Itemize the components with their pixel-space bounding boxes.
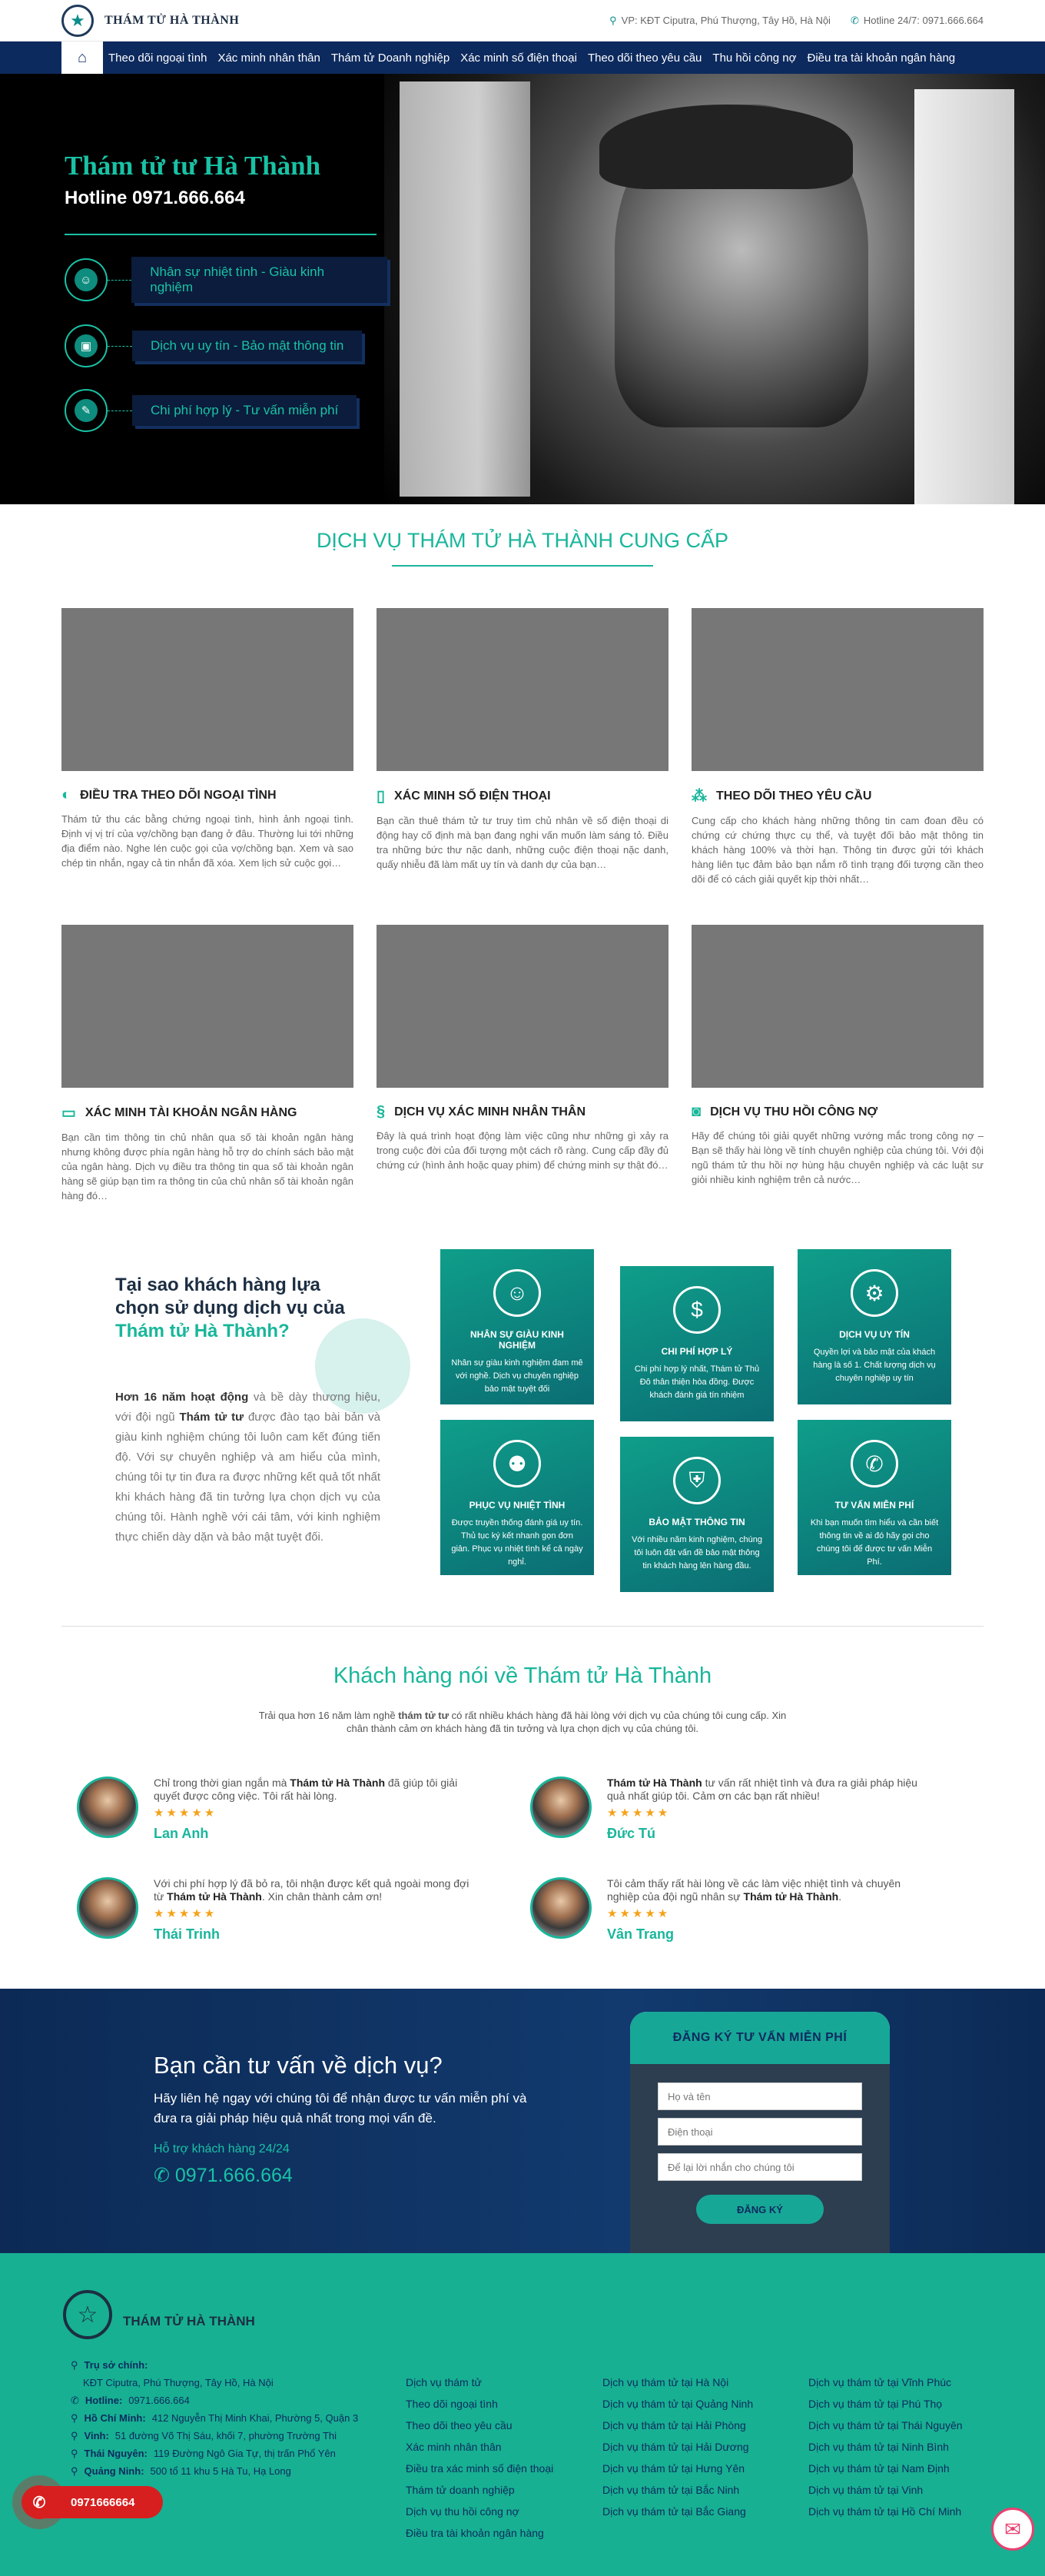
submit-button[interactable]: ĐĂNG KÝ (696, 2195, 824, 2224)
service-title[interactable]: DỊCH VỤ THU HỒI CÔNG NỢ (710, 1105, 878, 1118)
phone-icon: ✆ (154, 2165, 175, 2186)
hero-feature-label: Chi phí hợp lý - Tư vấn miễn phí (132, 395, 357, 426)
testimonial (77, 1877, 476, 1943)
service-desc: Bạn cần thuê thám tử tư truy tìm chủ nhân về số điện thoại di động hay cố định mà bạn đang nghi vấn muốn làm sáng tỏ. Điều tra những bức thư nặc danh, những cuộc điện thoại nặc danh, quấy nhiễu đã làm mất uy tín và danh dự của bạn… (377, 815, 668, 870)
footer-link[interactable]: Dịch vụ thám tử tại Hải Phòng (602, 2419, 746, 2431)
service-desc: Bạn cần tìm thông tin chủ nhân qua số tài khoản ngân hàng nhưng không được phía ngân hàng hỗ trợ do chính sách bảo mật của ngân hàng. Dịch vụ điều tra thông tin qua số tài khoản ngân hàng sẽ giúp bạn tìm ra thông tin của chủ nhân số tài khoản ngân hàng đó… (61, 1132, 353, 1202)
footer-link[interactable]: Dịch vụ thám tử tại Hưng Yên (602, 2462, 745, 2475)
why-card: $ CHI PHÍ HỢP LÝ Chi phí hợp lý nhất, Thám tử Thủ Đô thân thiện hòa đồng. Được khách đánh giá tín nhiệm (620, 1266, 774, 1421)
nav-item-cong-no[interactable]: Thu hồi công nợ (712, 51, 797, 65)
testimonial (530, 1877, 930, 1943)
hero-feature (65, 324, 387, 367)
why-card: ✆ TƯ VẤN MIỄN PHÍ Khi bạn muốn tìm hiểu và cần biết thông tin về ai đó hãy gọi cho chúng tôi để được tư vấn Miễn Phí. (798, 1420, 951, 1575)
footer-link[interactable]: Dịch vụ thám tử tại Vĩnh Phúc (808, 2376, 952, 2388)
consult-section (0, 1989, 1045, 2253)
header-address: ⚲ VP: KĐT Ciputra, Phú Thượng, Tây Hồ, Hà Nội (609, 15, 831, 26)
testimonial-name: Vân Trang (607, 1926, 675, 1942)
nav-item-ngoai-tinh[interactable]: Theo dõi ngoại tình (108, 51, 207, 65)
messenger-icon[interactable]: ✉ (991, 2508, 1034, 2551)
message-input[interactable]: Để lại lời nhắn cho chúng tôi (658, 2153, 862, 2181)
hq-address: KĐT Ciputra, Phú Thượng, Tây Hồ, Hà Nội (83, 2377, 274, 2388)
service-title[interactable]: XÁC MINH TÀI KHOẢN NGÂN HÀNG (85, 1105, 297, 1119)
network-icon: ⁂ (692, 788, 707, 805)
service-card[interactable] (692, 608, 984, 886)
form-title: ĐĂNG KÝ TƯ VẤN MIỄN PHÍ (630, 2012, 890, 2064)
service-card[interactable] (61, 925, 353, 1203)
footer (0, 2253, 1045, 2576)
nav-item-doanh-nghiep[interactable]: Thám tử Doanh nghiệp (330, 51, 450, 65)
nav-item-so-dien-thoai[interactable]: Xác minh số điện thoại (460, 51, 577, 65)
logo-star-icon: ☆ (63, 2290, 112, 2339)
floating-call-button[interactable]: ✆ 0971666664 (22, 2486, 163, 2518)
gear-icon: ⚙ (851, 1269, 898, 1317)
service-title[interactable]: XÁC MINH SỐ ĐIỆN THOẠI (394, 789, 551, 803)
credit-card-icon: ▭ (61, 1105, 76, 1122)
why-card: ⚙ DỊCH VỤ UY TÍN Quyền lợi và bảo mật của khách hàng là số 1. Chất lượng dịch vụ chuyên nghiệp uy tín (798, 1249, 951, 1404)
globe-icon: ◐ (61, 786, 71, 803)
footer-link[interactable]: Dịch vụ thám tử tại Phú Thọ (808, 2398, 943, 2410)
testimonial-text: Thám tử Hà Thành tư vấn rất nhiệt tình và đưa ra giải pháp hiệu quả nhất giúp tôi. Cảm ơn các bạn rất nhiều! (607, 1777, 917, 1802)
footer-link[interactable]: Theo dõi theo yêu cầu (406, 2419, 513, 2431)
site-logo[interactable] (61, 5, 239, 37)
avatar (530, 1777, 592, 1838)
consult-desc: Hãy liên hệ ngay với chúng tôi để nhận được tư vấn miễn phí và đưa ra giải pháp hiệu quả nhất trong mọi vấn đề. (154, 2091, 527, 2126)
footer-link[interactable]: Thám tử doanh nghiệp (406, 2484, 515, 2496)
nav-item-ngan-hang[interactable]: Điều tra tài khoản ngân hàng (807, 51, 956, 65)
footer-link[interactable]: Dịch vụ thám tử tại Quảng Ninh (602, 2398, 754, 2410)
service-image[interactable] (377, 925, 668, 1088)
staff-icon: ☺ (75, 268, 98, 291)
avatar (530, 1877, 592, 1939)
id-card-icon: ▣ (75, 334, 98, 357)
money-icon: ◙ (692, 1103, 702, 1120)
footer-link[interactable]: Điều tra tài khoản ngân hàng (406, 2527, 544, 2539)
service-image[interactable] (61, 925, 353, 1088)
hero-title: Thám tử tư Hà Thành (65, 151, 321, 181)
service-card[interactable] (377, 608, 668, 886)
rating-stars: ★★★★★ (607, 1907, 671, 1920)
document-icon: ✎ (75, 399, 98, 422)
hero-divider (65, 234, 377, 235)
why-card: ⛨ BẢO MẬT THÔNG TIN Với nhiều năm kinh nghiệm, chúng tôi luôn đặt vấn đề bảo mật thông tin khách hàng lên hàng đầu. (620, 1437, 774, 1592)
services-title: DỊCH VỤ THÁM TỬ HÀ THÀNH CUNG CẤP (316, 529, 729, 552)
footer-link[interactable]: Dịch vụ thám tử tại Vinh (808, 2484, 924, 2496)
testimonial-text: Với chi phí hợp lý đã bỏ ra, tôi nhận được kết quả ngoài mong đợi từ Thám tử Hà Thành. Xin chân thành cảm ơn! (154, 1877, 469, 1903)
rating-stars: ★★★★★ (607, 1807, 671, 1820)
footer-services-links (406, 2372, 553, 2544)
section-divider (61, 1626, 984, 1627)
testimonial-name: Thái Trinh (154, 1926, 221, 1942)
logo-text: THÁM TỬ HÀ THÀNH (104, 14, 240, 27)
footer-link[interactable]: Theo dõi ngoại tình (406, 2398, 498, 2410)
why-desc: Hơn 16 năm hoạt động và bề dày thương hiệu, với đội ngũ Thám tử tư được đào tạo bài bản và giàu kinh nghiệm chúng tôi luôn cam kết đúng tiến độ. Với sự chuyên nghiệp và am hiểu của mình, chúng tôi tự tin đưa ra được những kết quả tốt nhất khi khách hàng đã tin tưởng lựa chọn dịch vụ của chúng tôi. Hành nghề với cái tâm, với kinh nghiệm thực chiến dày dặn và bảo mật tuyệt đối. (115, 1391, 381, 1544)
services-divider (392, 565, 653, 567)
header-hotline[interactable]: ✆ Hotline 24/7: 0971.666.664 (850, 15, 984, 26)
shield-icon: ⛨ (673, 1457, 721, 1504)
testimonial (77, 1777, 476, 1842)
phone-icon: ▯ (377, 788, 386, 805)
why-card: ☺ NHÂN SỰ GIÀU KINH NGHIỆM Nhân sự giàu kinh nghiệm đam mê với nghề. Dịch vụ chuyên nghiệp bảo mật tuyệt đối (440, 1249, 594, 1404)
footer-link[interactable]: Dịch vụ thám tử tại Nam Định (808, 2462, 950, 2475)
user-icon: ☺ (493, 1269, 541, 1317)
dollar-icon: $ (673, 1286, 721, 1334)
footer-link[interactable]: Dịch vụ thu hồi công nợ (406, 2505, 519, 2518)
footer-link[interactable]: Điều tra xác minh số điện thoại (406, 2462, 554, 2475)
logo-star-icon: ★ (61, 5, 94, 37)
service-desc: Thám tử thu các bằng chứng ngoại tình, hình ảnh ngoại tình. Định vị vị trí của vợ/chồng bạn đang ở đâu. Thường lui tới những địa điểm nào. Nghe lén cuộc gọi của vợ/chồng bạn. Xem và sao chép tin nhắn, ngay cả tin nhắn đã xóa. Xem lịch sử cuộc gọi… (61, 813, 353, 869)
phone-icon: ✆ (71, 2395, 79, 2406)
testimonial-text: Tôi cảm thấy rất hài lòng về các làm việc nhiệt tình và chuyên nghiệp của đội ngũ nhân sự Thám tử Hà Thành. (607, 1877, 901, 1903)
fingerprint-icon: § (377, 1103, 386, 1120)
nav-item-nhan-than[interactable]: Xác minh nhân thân (217, 51, 320, 65)
footer-link[interactable]: Dịch vụ thám tử tại Ninh Bình (808, 2441, 949, 2453)
phone-icon: ✆ (22, 2485, 56, 2519)
phone-icon: ✆ (850, 15, 859, 26)
hero-banner (0, 74, 1045, 504)
service-image[interactable] (692, 608, 984, 771)
rating-stars: ★★★★★ (154, 1907, 217, 1920)
consult-form (630, 2012, 890, 2253)
service-image[interactable] (61, 608, 353, 771)
hero-feature-label: Dịch vụ uy tín - Bảo mật thông tin (132, 331, 362, 361)
footer-region-links (808, 2372, 963, 2522)
home-icon[interactable]: ⌂ (61, 42, 103, 74)
footer-link[interactable]: Dịch vụ thám tử (406, 2376, 482, 2388)
location-pin-icon: ⚲ (71, 2359, 78, 2371)
testimonials-subtitle: Trải qua hơn 16 năm làm nghề thám tử tư có rất nhiều khách hàng đã hài lòng với dịch vụ của chúng tôi cung cấp. Xin chân thành cảm ơn khách hàng đã tin tưởng và lựa chọn dịch vụ của chúng tôi. (258, 1710, 787, 1734)
hero-feature-label: Nhân sự nhiệt tình - Giàu kinh nghiệm (131, 257, 387, 303)
service-title[interactable]: ĐIỀU TRA THEO DÕI NGOẠI TÌNH (80, 788, 277, 802)
nav-item-theo-yeu-cau[interactable]: Theo dõi theo yêu cầu (587, 51, 702, 65)
location-pin-icon: ⚲ (609, 15, 617, 26)
footer-region-links (602, 2372, 753, 2522)
testimonial-text: Chỉ trong thời gian ngắn mà Thám tử Hà Thành đã giúp tôi giải quyết được công việc. Tôi rất hài lòng. (154, 1777, 458, 1802)
service-card[interactable] (377, 925, 668, 1203)
support-label: Hỗ trợ khách hàng 24/24 (154, 2142, 290, 2156)
footer-link[interactable]: Dịch vụ thám tử tại Bắc Ninh (602, 2484, 740, 2496)
footer-link[interactable]: Dịch vụ thám tử tại Thái Nguyên (808, 2419, 963, 2431)
footer-link[interactable]: Dịch vụ thám tử tại Bắc Giang (602, 2505, 746, 2518)
testimonial-name: Lan Anh (154, 1826, 209, 1841)
phone-input[interactable]: Điện thoại (658, 2118, 862, 2146)
service-desc: Cung cấp cho khách hàng những thông tin cam đoan đều có chứng cứ chứng thực cụ thể, và tuyệt đối bảo mật thông tin khách hàng 100% và thời hạn. Thông tin được gửi tới khách hàng liên tục đảm bảo bạn nắm rõ tình trạng đối tượng cần theo dõi để có cách giải quyết kịp thời nhất… (692, 815, 984, 885)
location-pin-icon: ⚲ (71, 2412, 78, 2424)
location-pin-icon: ⚲ (71, 2448, 78, 2459)
hero-feature (65, 389, 387, 432)
why-title: Tại sao khách hàng lựa chọn sử dụng dịch vụ của Thám tử Hà Thành? (115, 1275, 345, 1341)
name-input[interactable]: Họ và tên (658, 2082, 862, 2110)
testimonial-name: Đức Tú (607, 1826, 656, 1841)
top-bar (0, 0, 1045, 42)
hero-hotline: Hotline 0971.666.664 (65, 188, 245, 208)
footer-link[interactable]: Dịch vụ thám tử tại Hải Dương (602, 2441, 749, 2453)
service-card[interactable] (61, 608, 353, 886)
footer-contact: ⚲ Trụ sở chính: KĐT Ciputra, Phú Thượng, Tây Hồ, Hà Nội ✆ Hotline: 0971.666.664 ⚲ Hồ Chí Minh: 412 Nguyễn Thị Minh Khai, Phường 5, Quận 3 ⚲ Vinh: 51 đường Võ Thị Sáu, khối 7, phường Trường Thi ⚲ Thái Nguyên: 119 Đường Ngô Gia Tự, thị trấn Phổ Yên ⚲ Quảng Ninh: 500 tổ 11 khu 5 Hà Tu, Hạ Long (71, 2358, 393, 2481)
main-nav (0, 42, 1045, 74)
testimonial (530, 1777, 930, 1842)
why-choose-section (61, 1249, 984, 1612)
hero-detective-photo (384, 74, 1045, 504)
phone-icon: ✆ (851, 1440, 898, 1487)
why-card: ⚉ PHỤC VỤ NHIỆT TÌNH Được truyền thống đánh giá uy tín. Thủ tục ký kết nhanh gọn đơn giản. Phục vụ nhiệt tình kể cả ngày nghỉ. (440, 1420, 594, 1575)
footer-link[interactable]: Dịch vụ thám tử tại Hà Nội (602, 2376, 729, 2388)
hero-feature (65, 257, 387, 303)
service-title[interactable]: THEO DÕI THEO YÊU CẦU (716, 789, 872, 803)
footer-link[interactable]: Xác minh nhân thân (406, 2441, 502, 2453)
footer-link[interactable]: Dịch vụ thám tử tại Hồ Chí Minh (808, 2505, 962, 2518)
rating-stars: ★★★★★ (154, 1807, 217, 1820)
service-desc: Hãy để chúng tôi giải quyết những vướng mắc trong công nợ – Bạn sẽ thấy hài lòng về tính chuyên nghiệp của chúng tôi. Với đội ngũ thám tử thu hồi nợ hùng hậu chuyên nghiệp và các luật sư giỏi nhiều kinh nghiệm trên cả nước… (692, 1130, 984, 1185)
service-image[interactable] (692, 925, 984, 1088)
consult-title: Bạn cần tư vấn về dịch vụ? (154, 2052, 443, 2079)
avatar (77, 1777, 138, 1838)
users-icon: ⚉ (493, 1440, 541, 1487)
service-desc: Đây là quá trình hoạt động làm việc cũng như những gì xảy ra trong cuộc đời của đối tượng một cách rõ ràng. Cung cấp đầy đủ chứng cứ (hình ảnh hoặc quay phim) để chứng minh sự thật đó… (377, 1130, 668, 1171)
testimonials-title: Khách hàng nói về Thám tử Hà Thành (333, 1664, 712, 1688)
service-title[interactable]: DỊCH VỤ XÁC MINH NHÂN THÂN (394, 1105, 586, 1118)
service-card[interactable] (692, 925, 984, 1203)
service-image[interactable] (377, 608, 668, 771)
location-pin-icon: ⚲ (71, 2465, 78, 2477)
footer-logo[interactable]: ☆ THÁM TỬ HÀ THÀNH (63, 2290, 255, 2339)
consult-phone[interactable]: ✆ 0971.666.664 (154, 2165, 293, 2186)
location-pin-icon: ⚲ (71, 2430, 78, 2441)
avatar (77, 1877, 138, 1939)
